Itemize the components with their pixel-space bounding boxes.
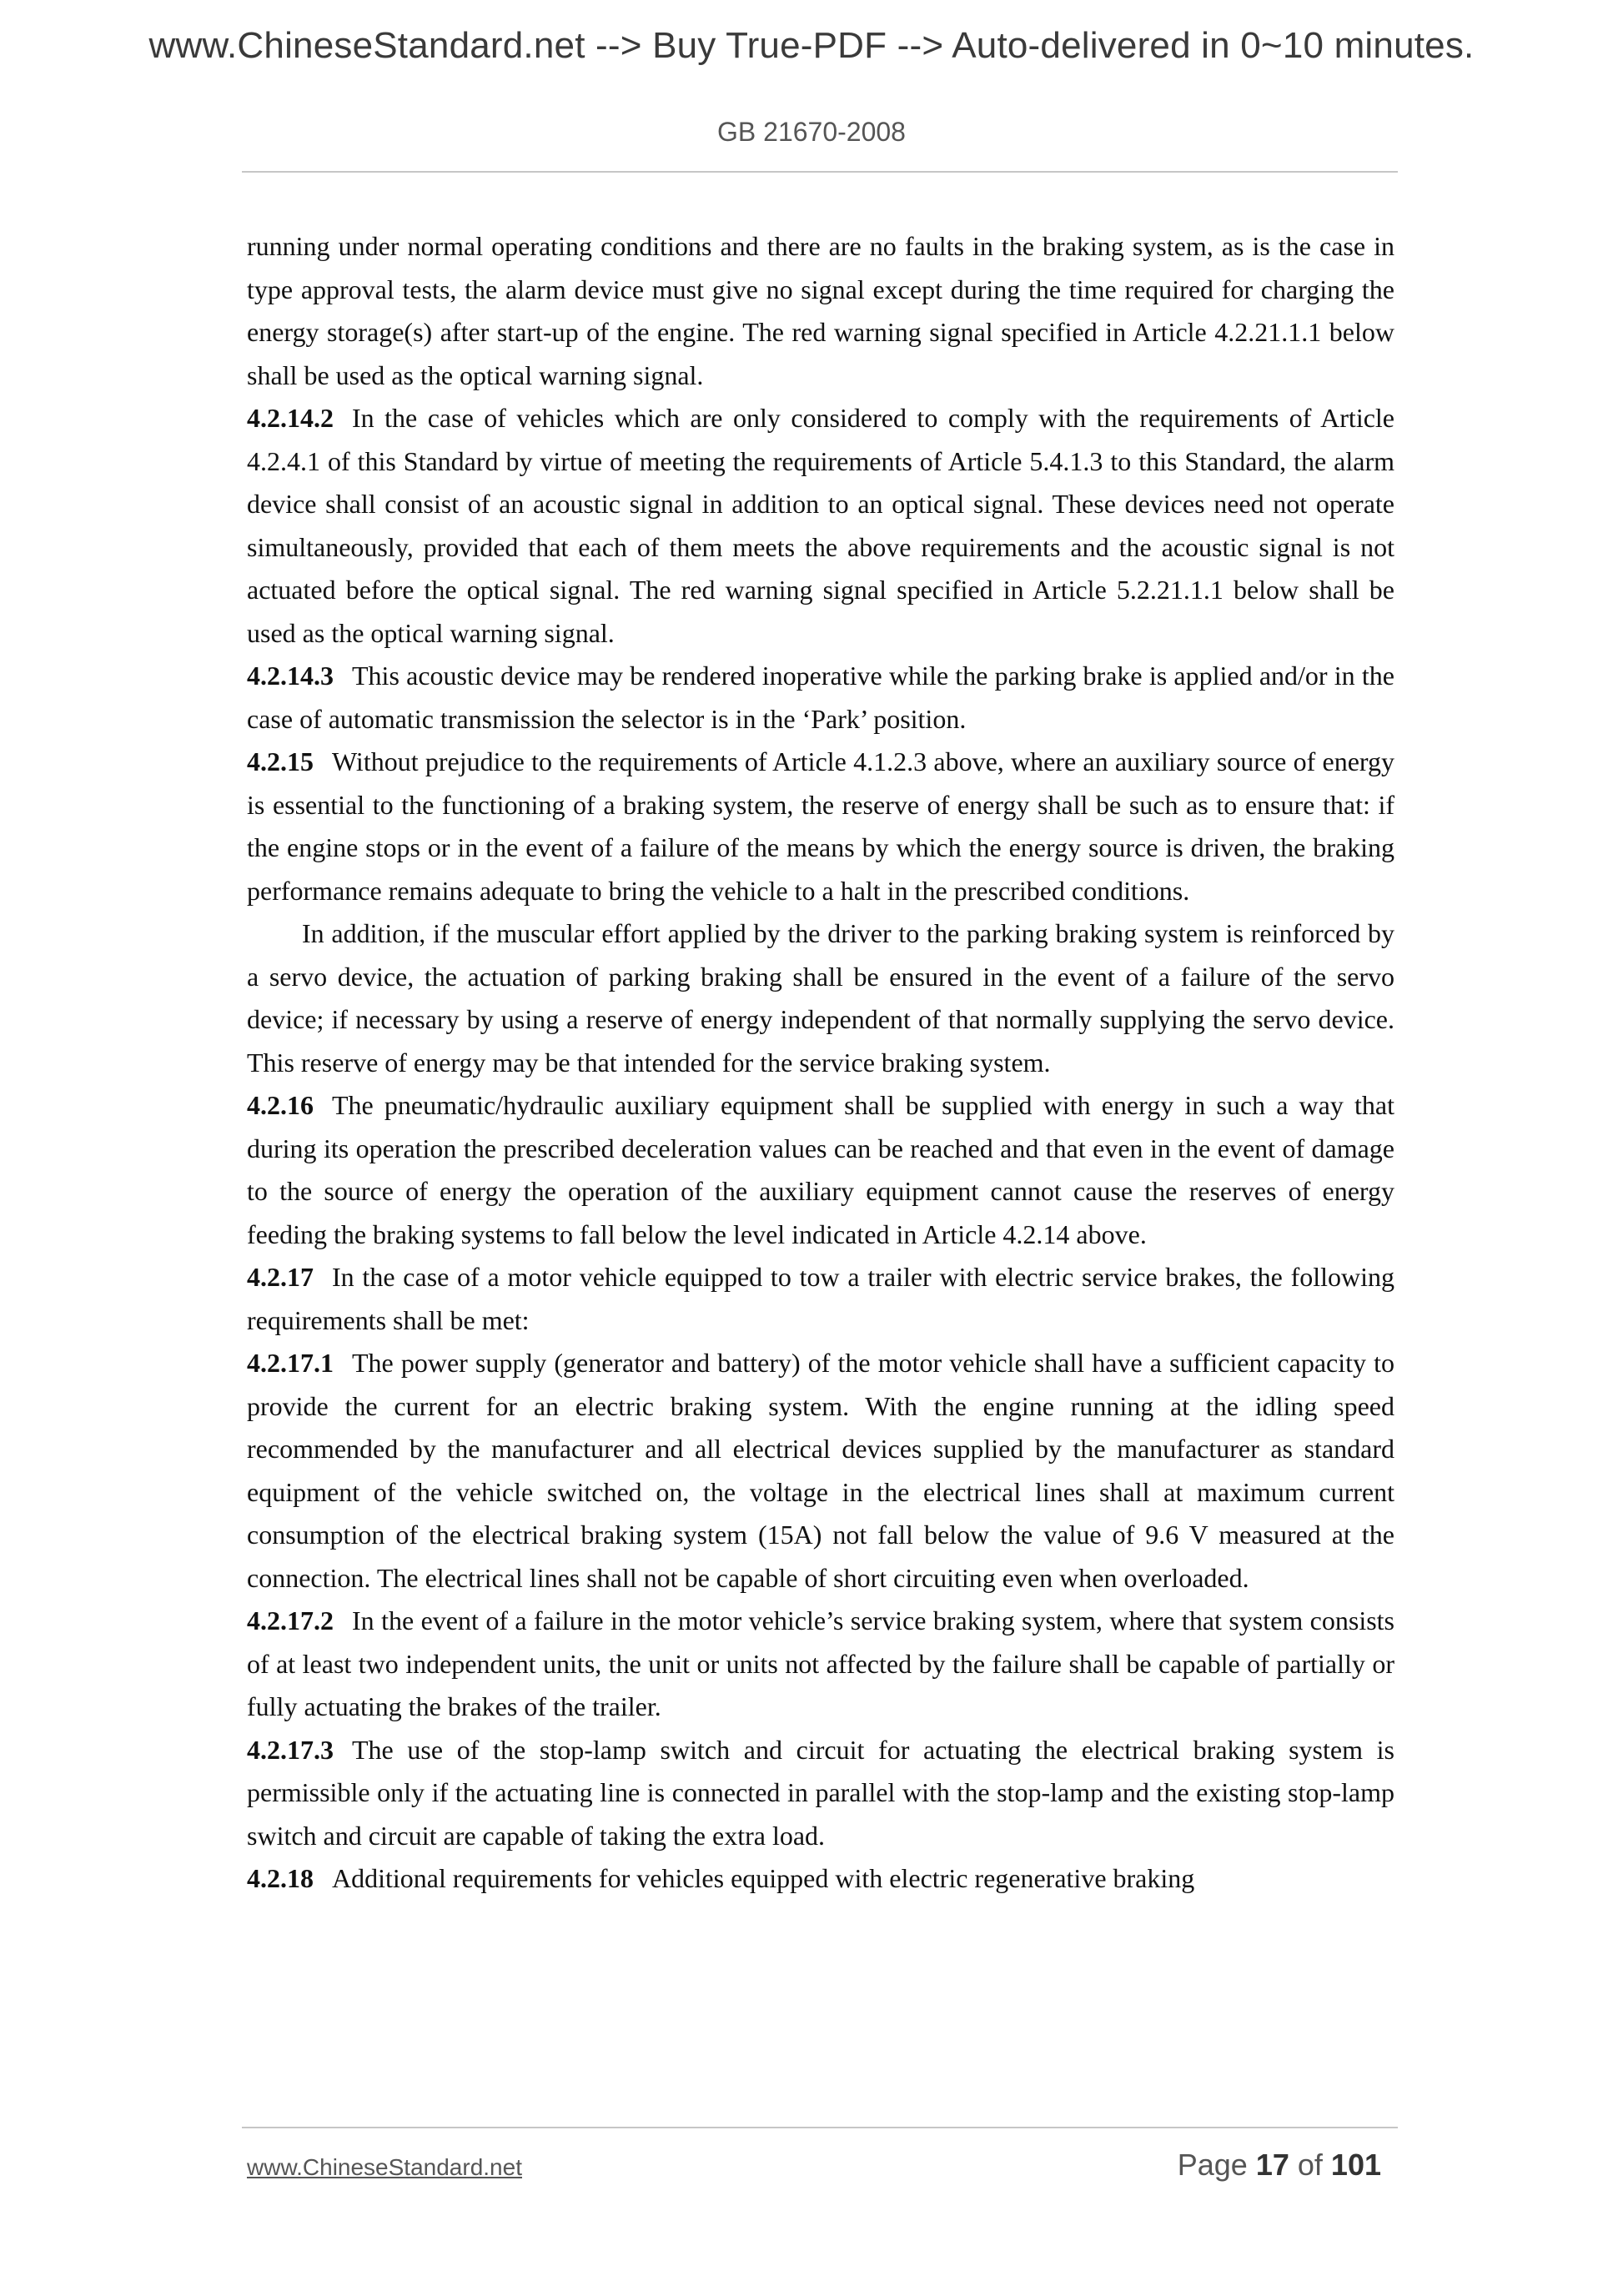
clause-paragraph	[247, 741, 1394, 912]
clause-number: 4.2.17.3	[247, 1734, 334, 1765]
clause-text: Additional requirements for vehicles equipped with electric regenerative braking	[332, 1863, 1195, 1893]
clause-paragraph	[247, 655, 1394, 741]
clause-paragraph	[247, 1342, 1394, 1600]
clause-paragraph	[247, 1600, 1394, 1729]
clause-paragraph	[247, 1256, 1394, 1342]
clause-text: In the case of a motor vehicle equipped to tow a trailer with electric service brakes, the following requirements shall be met:	[247, 1262, 1394, 1335]
clause-text: The power supply (generator and battery) of the motor vehicle shall have a sufficient capacity to provide the current for an electric braking system. With the engine running at the idling speed recommended by the manufacturer and all electrical devices supplied by the manufacturer as standard equipment of the vehicle switched on, the voltage in the electrical lines shall at maximum current consumption of the electrical braking system (15A) not fall below the value of 9.6 V measured at the connection. The electrical lines shall not be capable of short circuiting even when overloaded.	[247, 1348, 1394, 1593]
page-indicator	[1178, 2148, 1381, 2183]
body-paragraph	[247, 912, 1394, 1084]
footer-site-link[interactable]: www.ChineseStandard.net	[247, 2154, 522, 2180]
clause-text: In addition, if the muscular effort applied by the driver to the parking braking system is reinforced by a servo device, the actuation of parking braking shall be ensured in the event of a failure of the servo device; if necessary by using a reserve of energy independent of that normally supplying the servo device. This reserve of energy may be that intended for the service braking system.	[247, 918, 1394, 1078]
clause-number: 4.2.14.3	[247, 661, 334, 691]
page-label: Page	[1177, 2148, 1248, 2182]
clause-text: In the event of a failure in the motor vehicle’s service braking system, where that system consists of at least two independent units, the unit or units not affected by the failure shall be capable of partially or fully actuating the brakes of the trailer.	[247, 1605, 1394, 1721]
promo-banner[interactable]: www.ChineseStandard.net --> Buy True-PDF --> Auto-delivered in 0~10 minutes.	[148, 25, 1475, 66]
clause-text: The pneumatic/hydraulic auxiliary equipment shall be supplied with energy in such a way that during its operation the prescribed deceleration values can be reached and that even in the event of damage to the source of energy the operation of the auxiliary equipment cannot cause the reserves of energy feeding the braking systems to fall below the level indicated in Article 4.2.14 above.	[247, 1090, 1394, 1249]
clause-number: 4.2.17.1	[247, 1348, 334, 1378]
document-body	[247, 225, 1394, 1901]
header-divider	[242, 171, 1398, 173]
page-current: 17	[1255, 2148, 1289, 2182]
clause-number: 4.2.17	[247, 1262, 314, 1292]
clause-paragraph	[247, 1084, 1394, 1256]
clause-text: This acoustic device may be rendered inoperative while the parking brake is applied and/or in the case of automatic transmission the selector is in the ‘Park’ position.	[247, 661, 1394, 734]
clause-number: 4.2.15	[247, 746, 314, 776]
body-paragraph	[247, 225, 1394, 397]
page-total: 101	[1330, 2148, 1381, 2182]
clause-text: Without prejudice to the requirements of Article 4.1.2.3 above, where an auxiliary source of energy is essential to the functioning of a braking system, the reserve of energy shall be such as to ensure that: if the engine stops or in the event of a failure of the means by which the energy source is driven, the braking performance remains adequate to bring the vehicle to a halt in the prescribed conditions.	[247, 746, 1394, 906]
clause-text: In the case of vehicles which are only considered to comply with the requirements of Article 4.2.4.1 of this Standard by virtue of meeting the requirements of Article 5.4.1.3 to this Standard, the alarm device shall consist of an acoustic signal in addition to an optical signal. These devices need not operate simultaneously, provided that each of them meets the above requirements and the acoustic signal is not actuated before the optical signal. The red warning signal specified in Article 5.2.21.1.1 below shall be used as the optical warning signal.	[247, 403, 1394, 648]
clause-number: 4.2.17.2	[247, 1605, 334, 1635]
footer-divider	[242, 2127, 1398, 2128]
standard-code: GB 21670-2008	[717, 117, 906, 147]
clause-number: 4.2.16	[247, 1090, 314, 1120]
clause-text: The use of the stop-lamp switch and circuit for actuating the electrical braking system is permissible only if the actuating line is connected in parallel with the stop-lamp and the existing stop-lamp switch and circuit are capable of taking the extra load.	[247, 1734, 1394, 1851]
clause-number: 4.2.18	[247, 1863, 314, 1893]
clause-number: 4.2.14.2	[247, 403, 334, 433]
clause-paragraph	[247, 1729, 1394, 1858]
clause-text: running under normal operating conditions and there are no faults in the braking system, as is the case in type approval tests, the alarm device must give no signal except during the time required for charging the energy storage(s) after start-up of the engine. The red warning signal specified in Article 4.2.21.1.1 below shall be used as the optical warning signal.	[247, 231, 1394, 390]
clause-paragraph	[247, 1857, 1394, 1901]
page-of: of	[1297, 2148, 1323, 2182]
clause-paragraph	[247, 397, 1394, 655]
